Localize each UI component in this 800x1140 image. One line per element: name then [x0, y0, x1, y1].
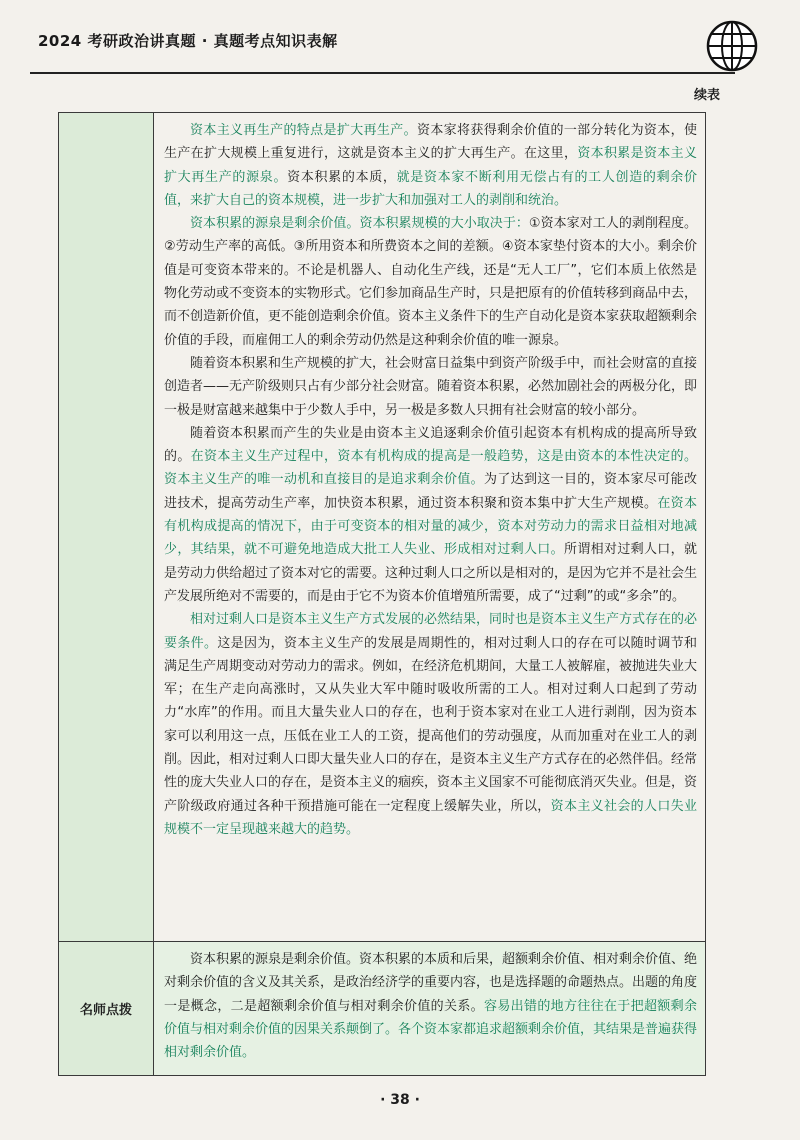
highlight-text: 资本积累的源泉是剩余价值。资本积累规模的大小取决于：: [190, 216, 529, 232]
body-text: 所谓相对过剩人口，就是劳动力供给超过了资本对它的需要。这种过剩人口之所以是相对的，是因为它并不是社会生产发展所绝对不需要的，而是由于它不为资本价值增殖所需要，成了“过剩”的或“多余”的。: [164, 542, 698, 604]
tip-paragraph: [164, 948, 697, 1064]
highlight-text: 资本主义再生产的特点是扩大再生产。: [190, 123, 417, 138]
content-row: [59, 113, 705, 942]
knowledge-table: [58, 112, 706, 1076]
highlight-text: 资本主义社会的人口失业规模不一定呈现越来越大的趋势。: [164, 798, 697, 837]
content-paragraph: [164, 608, 697, 841]
content-paragraph: [164, 352, 697, 422]
content-paragraph: [164, 422, 697, 608]
tip-content-cell: [154, 942, 705, 1075]
body-text: ①资本家对工人的剥削程度。②劳动生产率的高低。③所用资本和所费资本之间的差额。④资本家垫付资本的大小。剩余价值是可变资本带来的。不论是机器人、自动化生产线，还是“无人工厂”，它们本质上依然是物化劳动或不变资本的实物形式。它们参加商品生产时，只是把原有的价值转移到商品中去，而不创造新价值，更不能创造剩余价值。资本主义条件下的生产自动化是资本家获取超额剩余价值的手段，而雇佣工人的剩余劳动仍然是这种剩余价值的唯一源泉。: [164, 216, 698, 348]
body-text: 资本家将获得剩余价值的一部分转化为资本，使生产在扩大规模上重复进行，这就是资本主义的扩大再生产。在这里，: [164, 123, 697, 162]
topic-cell: [59, 113, 154, 941]
body-text: 为了达到这一目的，资本家尽可能改进技术，提高劳动生产率，加快资本积累，通过资本积聚和资本集中扩大生产规模。: [164, 472, 697, 511]
highlight-text: 资本积累是资本主义扩大再生产的源泉。: [164, 146, 697, 185]
body-text: 这是因为，资本主义生产的发展是周期性的，相对过剩人口的存在可以随时调节和满足生产周期变动对劳动力的需求。例如，在经济危机期间，大量工人被解雇，被抛进失业大军；在生产走向高涨时，又从失业大军中随时吸收所需的工人。相对过剩人口起到了劳动力“水库”的作用。而且大量失业人口的存在，也利于资本家对在业工人进行剥削，因为资本家可以利用这一点，压低在业工人的工资，提高他们的劳动强度，从而加重对在业工人的剥削。因此，相对过剩人口即大量失业人口的存在，是资本主义生产方式存在的必然伴侣。经常性的庞大失业人口的存在，是资本主义的痼疾，资本主义国家不可能彻底消灭失业。但是，资产阶级政府通过各种干预措施可能在一定程度上缓解失业，所以，: [164, 635, 698, 814]
body-text: 资本积累的本质，: [287, 169, 397, 185]
header-rule: [30, 72, 735, 74]
body-text: 资本积累的源泉是剩余价值。资本积累的本质和后果，超额剩余价值、相对剩余价值、绝对剩余价值的含义及其关系，是政治经济学的重要内容，也是选择题的命题热点。出题的角度一是概念，二是超额剩余价值与相对剩余价值的关系。: [164, 952, 698, 1014]
highlight-text: 在资本有机构成提高的情况下，由于可变资本的相对量的减少，资本对劳动力的需求日益相对地减少，其结果，就不可避免地造成大批工人失业、形成相对过剩人口。: [164, 495, 697, 558]
highlight-text: 在资本主义生产过程中，资本有机构成的提高是一般趋势，这是由资本的本性决定的。资本主义生产的唯一动机和直接目的是追求剩余价值。: [164, 449, 697, 488]
tip-row: [59, 942, 705, 1075]
globe-icon: [704, 18, 760, 74]
highlight-text: 容易出错的地方往往在于把超额剩余价值与相对剩余价值的因果关系颠倒了。各个资本家都追求超额剩余价值，其结果是普遍获得相对剩余价值。: [164, 998, 698, 1061]
tip-label: 名师点拨: [79, 1003, 132, 1018]
content-paragraph: [164, 212, 697, 352]
content-cell: [154, 113, 705, 941]
content-paragraph: [164, 119, 697, 212]
highlight-text: 就是资本家不断利用无偿占有的工人创造的剩余价值，来扩大自己的资本规模，进一步扩大和加强对工人的剥削和统治。: [164, 169, 697, 208]
tip-label-cell: [59, 942, 154, 1075]
body-text: 随着资本积累和生产规模的扩大，社会财富日益集中到资产阶级手中，而社会财富的直接创造者——无产阶级则只占有少部分社会财富。随着资本积累，必然加剧社会的两极分化，即一极是财富越来越集中于少数人手中，另一极是多数人只拥有社会财富的较小部分。: [164, 355, 698, 418]
continued-label: 续表: [693, 88, 720, 103]
page-number: · 38 ·: [380, 1092, 420, 1108]
body-text: 随着资本积累而产生的失业是由资本主义追逐剩余价值引起资本有机构成的提高所导致的。: [164, 425, 697, 465]
book-title: 2024 考研政治讲真题 · 真题考点知识表解: [38, 32, 338, 50]
highlight-text: 相对过剩人口是资本主义生产方式发展的必然结果，同时也是资本主义生产方式存在的必要条件。: [164, 612, 698, 651]
